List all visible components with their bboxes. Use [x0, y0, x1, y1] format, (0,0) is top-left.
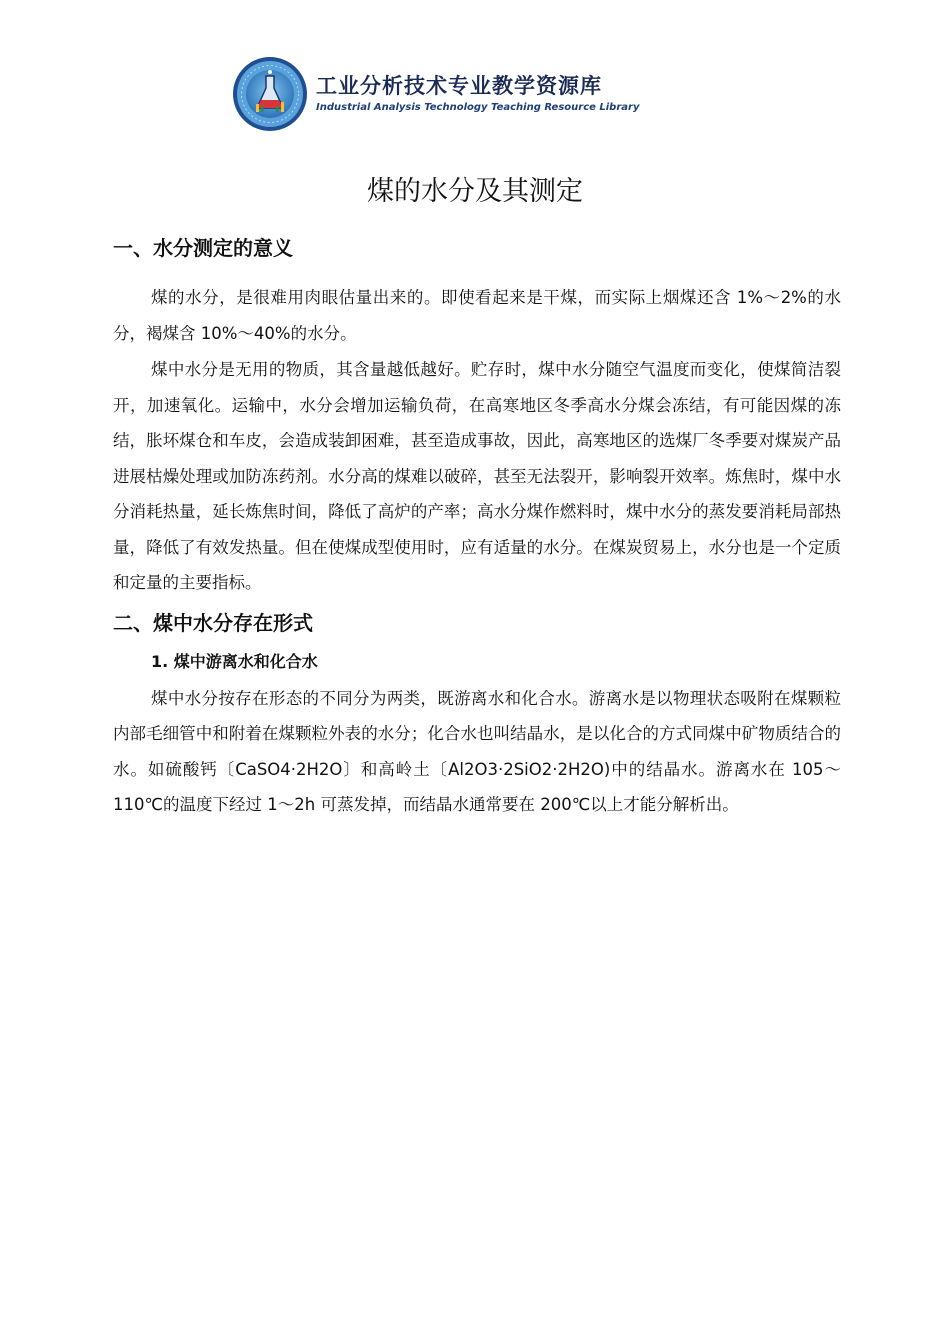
- subsection-heading: 1. 煤中游离水和化合水: [151, 651, 318, 671]
- paragraph: 煤中水分按存在形态的不同分为两类，既游离水和化合水。游离水是以物理状态吸附在煤颗粒内部毛细管中和附着在煤颗粒外表的水分；化合水也叫结晶水，是以化合的方式同煤中矿物质结合的水。如硫酸钙〔CaSO4·2H2O〕和高岭土〔Al2O3·2SiO2·2H2O)中的结晶水。游离水在 105～110℃的温度下经过 1～2h 可蒸发掉，而结晶水通常要在 200℃以上才能分解析出。: [113, 688, 841, 814]
- header-title-cn: 工业分析技术专业教学资源库: [316, 74, 602, 98]
- section-heading: 二、煤中水分存在形式: [113, 610, 313, 635]
- paragraph: 煤的水分，是很难用肉眼估量出来的。即使看起来是干煤，而实际上烟煤还含 1%～2%的水分，褐煤含 10%～40%的水分。: [113, 288, 841, 343]
- paragraph: 煤中水分是无用的物质，其含量越低越好。贮存时，煤中水分随空气温度而变化，使煤简洁裂开，加速氧化。运输中，水分会增加运输负荷，在高寒地区冬季高水分煤会冻结，有可能因煤的冻结，胀坏煤仓和车皮，会造成装卸困难，甚至造成事故，因此，高寒地区的选煤厂冬季要对煤炭产品进展枯燥处理或加防冻药剂。水分高的煤难以破碎，甚至无法裂开，影响裂开效率。炼焦时，煤中水分消耗热量，延长炼焦时间，降低了高炉的产率；高水分煤作燃料时，煤中水分的蒸发要消耗局部热量，降低了有效发热量。但在使煤成型使用时，应有适量的水分。在煤炭贸易上，水分也是一个定质和定量的主要指标。: [113, 360, 841, 592]
- document-title: 煤的水分及其测定: [367, 176, 583, 208]
- header-title-en: Industrial Analysis Technology Teaching Resource Library: [316, 102, 640, 113]
- section-heading: 一、水分测定的意义: [113, 236, 293, 260]
- flask-emblem-icon: [232, 56, 308, 132]
- header-text: [316, 73, 639, 115]
- header-banner: [232, 56, 639, 132]
- document-body: [113, 232, 841, 823]
